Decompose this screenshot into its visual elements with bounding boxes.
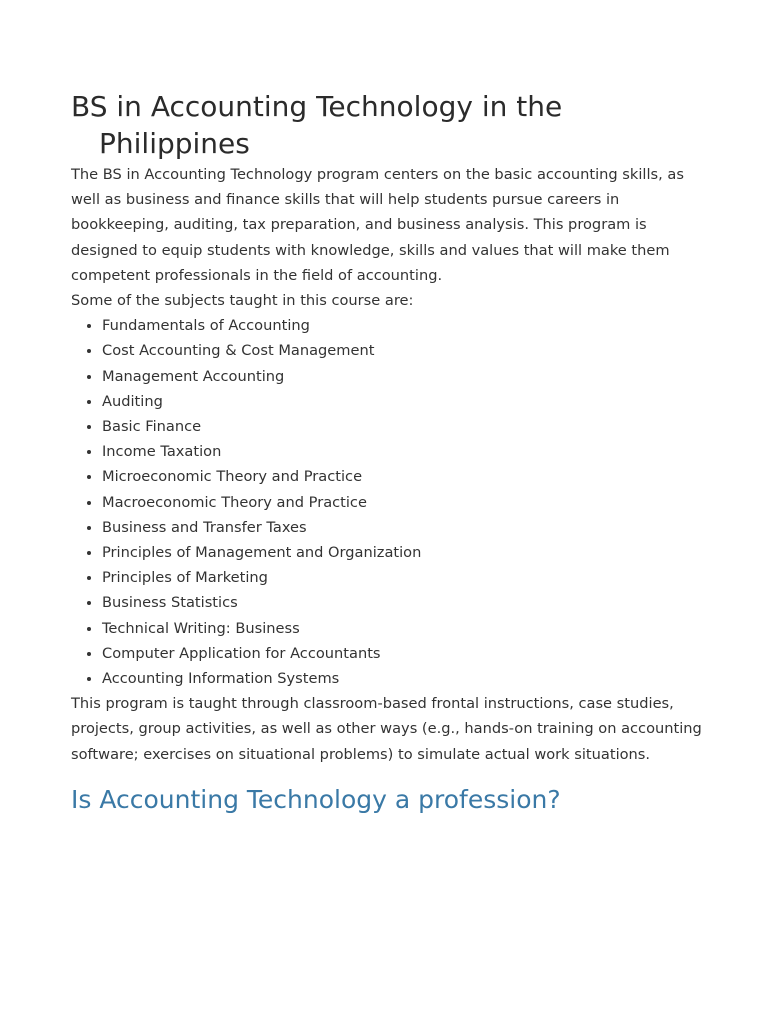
list-item: • Computer Application for Accountants — [102, 641, 711, 666]
list-item: • Management Accounting — [102, 364, 711, 389]
list-item: • Auditing — [102, 389, 711, 414]
list-item: • Basic Finance — [102, 414, 711, 439]
list-item: • Fundamentals of Accounting — [102, 313, 711, 338]
list-item: • Accounting Information Systems — [102, 666, 711, 691]
section-heading: Is Accounting Technology a profession? — [71, 784, 561, 814]
list-item: • Principles of Management and Organization — [102, 540, 711, 565]
subjects-list — [71, 313, 711, 691]
list-item: • Cost Accounting & Cost Management — [102, 338, 711, 363]
intro-paragraph: The BS in Accounting Technology program centers on the basic accounting skills, as well as business and finance skills that will help students pursue careers in bookkeeping, auditing, tax preparation, and business analysis. This program is designed to equip students with knowledge, skills and values that will make them competent professionals in the field of accounting. — [71, 166, 684, 284]
list-item: • Business and Transfer Taxes — [102, 515, 711, 540]
teaching-method-paragraph: This program is taught through classroom-based frontal instructions, case studies, projects, group activities, as well as other ways (e.g., hands-on training on accounting software; exercises on situational problems) to simulate actual work situations. — [71, 695, 702, 763]
document-page — [71, 88, 711, 817]
list-item: • Technical Writing: Business — [102, 616, 711, 641]
list-item: • Principles of Marketing — [102, 565, 711, 590]
list-item: • Business Statistics — [102, 590, 711, 615]
page-title: BS in Accounting Technology in the Philippines — [71, 90, 563, 160]
list-item: • Macroeconomic Theory and Practice — [102, 490, 711, 515]
list-item: • Income Taxation — [102, 439, 711, 464]
subjects-lead-text: Some of the subjects taught in this course are: — [71, 292, 414, 310]
list-item: • Microeconomic Theory and Practice — [102, 464, 711, 489]
